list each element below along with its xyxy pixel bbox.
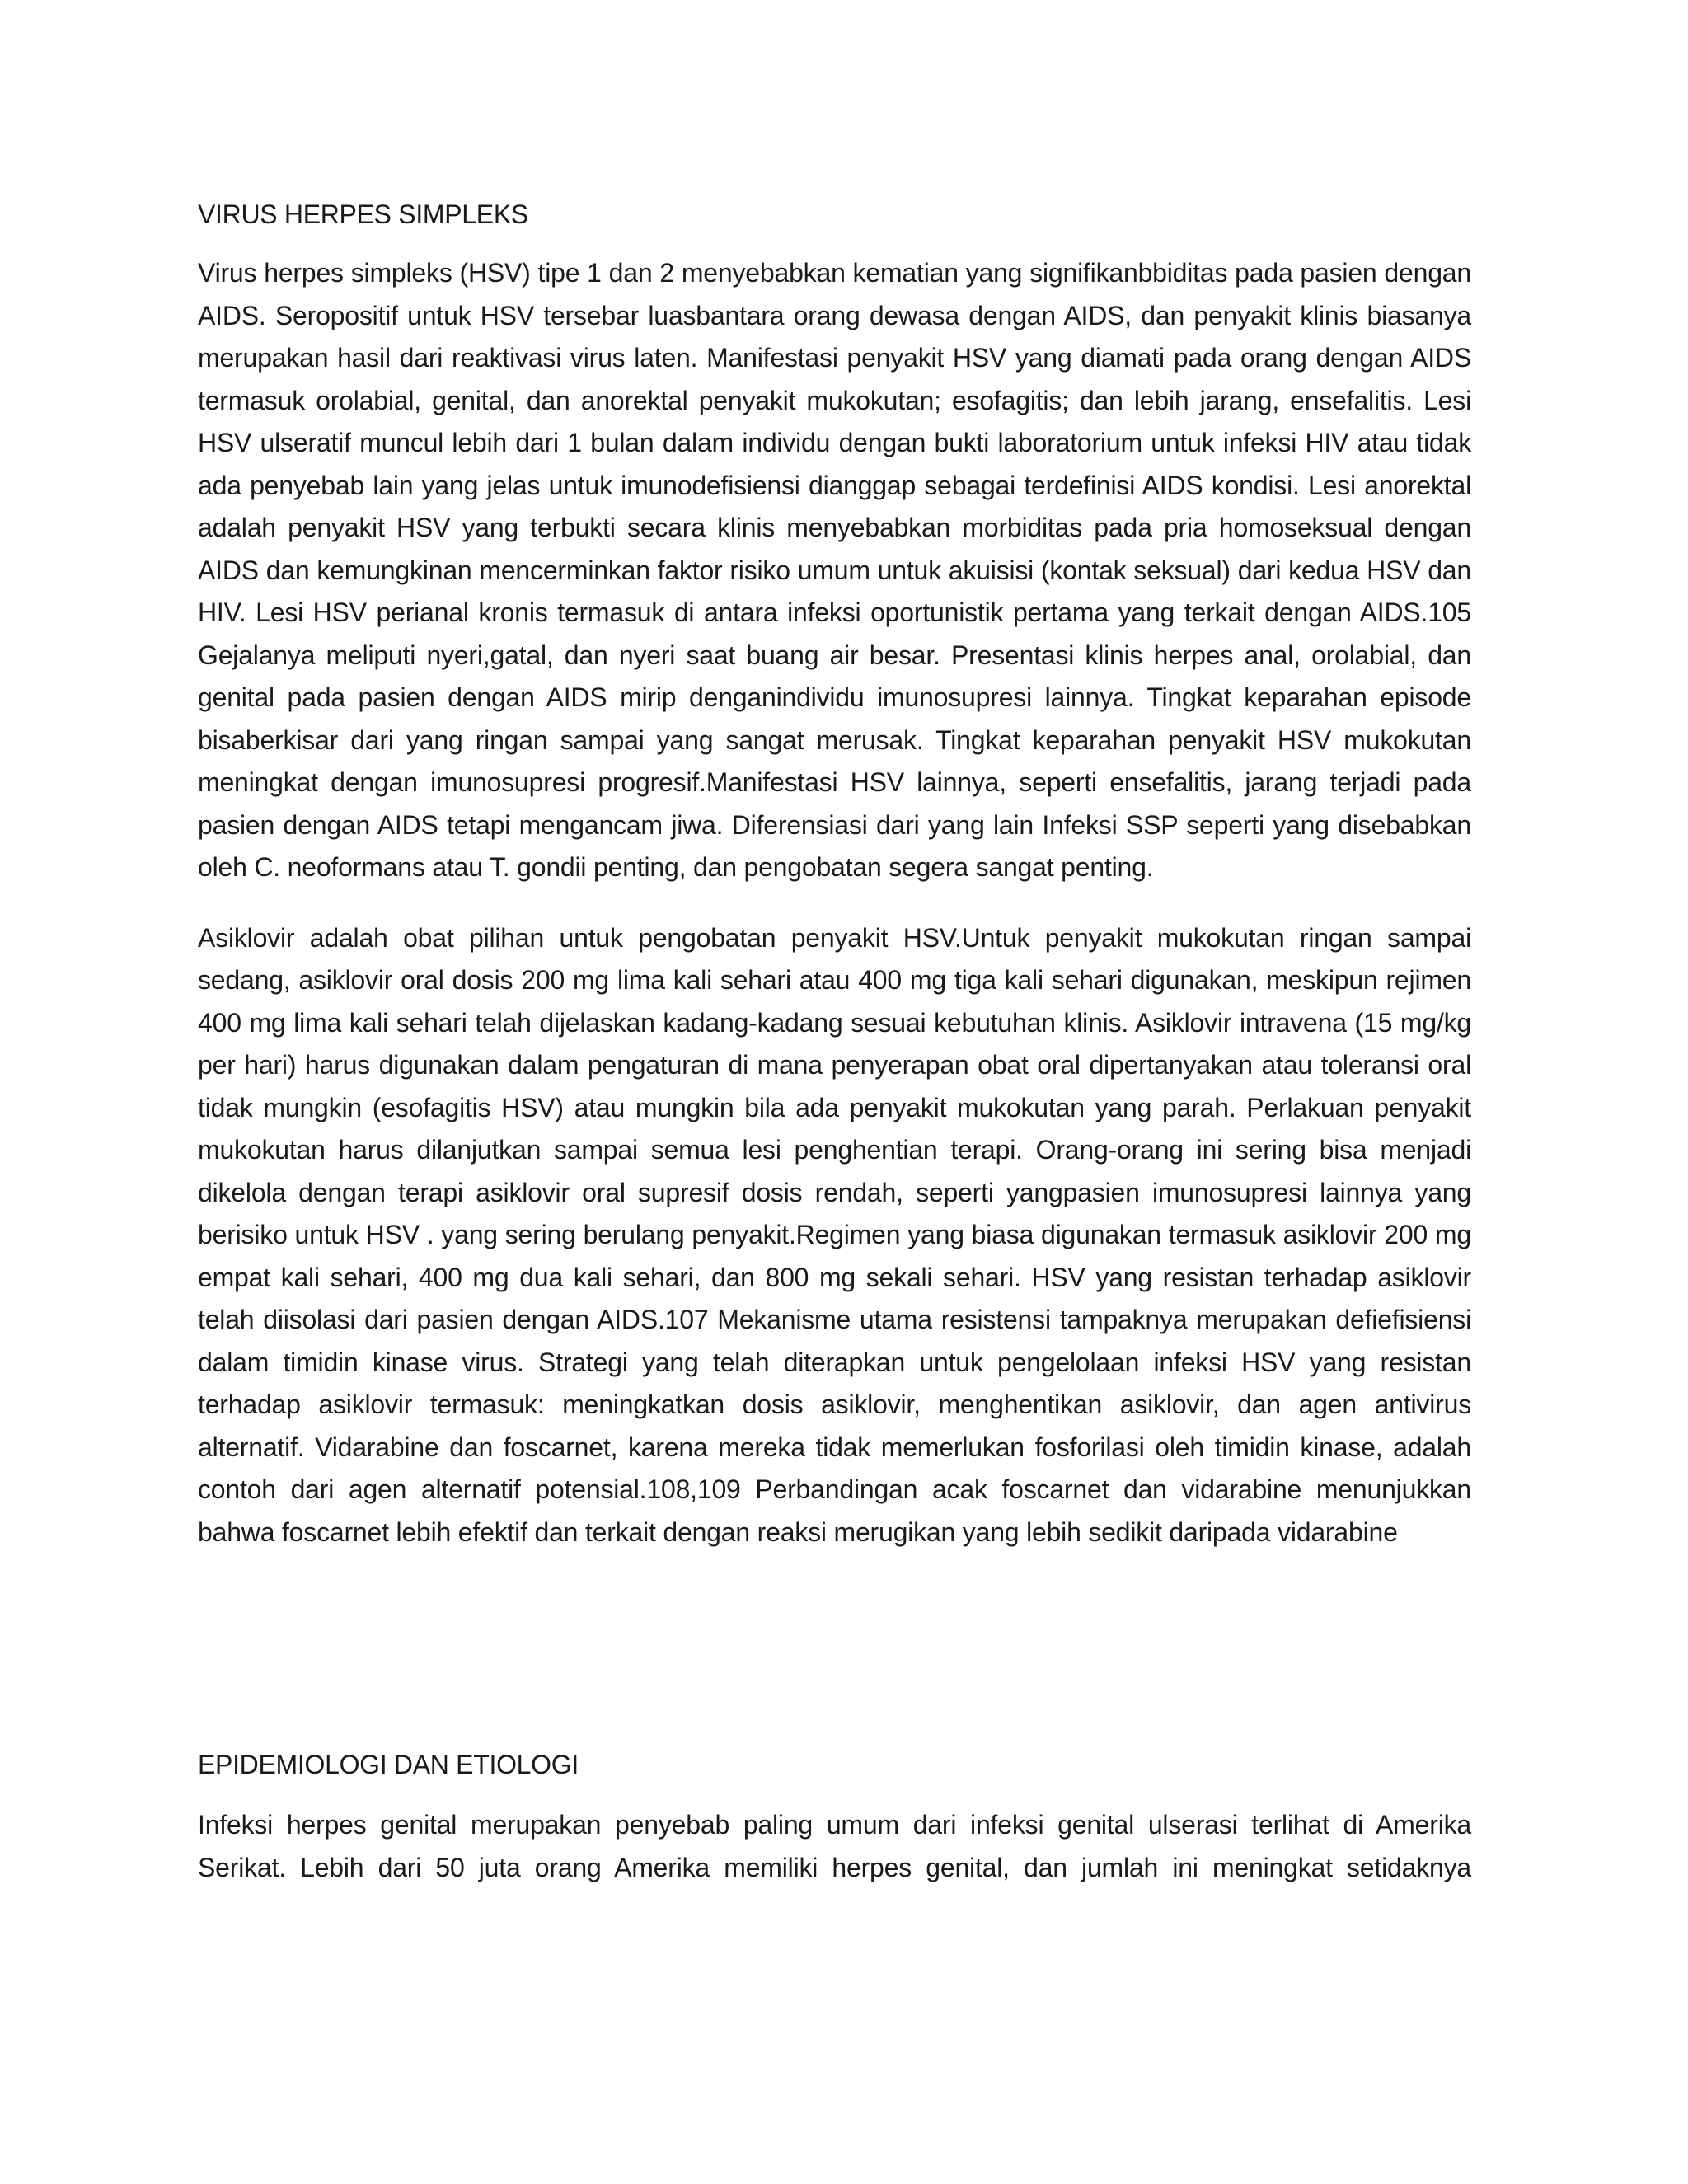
paragraph-hsv-overview: Virus herpes simpleks (HSV) tipe 1 dan 2 menyebabkan kematian yang signifikanbbiditas pada pasien dengan AIDS. Seropositif untuk HSV tersebar luasbantara orang dewasa dengan AIDS, dan penyakit klinis biasanya merupakan hasil dari reaktivasi virus laten. Manifestasi penyakit HSV yang diamati pada orang dengan AIDS termasuk orolabial, genital, dan anorektal penyakit mukokutan; esofagitis; dan lebih jarang, ensefalitis. Lesi HSV ulseratif muncul lebih dari 1 bulan dalam individu dengan bukti laboratorium untuk infeksi HIV atau tidak ada penyebab lain yang jelas untuk imunodefisiensi dianggap sebagai terdefinisi AIDS kondisi. Lesi anorektal adalah penyakit HSV yang terbukti secara klinis menyebabkan morbiditas pada pria homoseksual dengan AIDS dan kemungkinan mencerminkan faktor risiko umum untuk akuisisi (kontak seksual) dari kedua HSV dan HIV. Lesi HSV perianal kronis termasuk di antara infeksi oportunistik pertama yang terkait dengan AIDS.105 Gejalanya meliputi nyeri,gatal, dan nyeri saat buang air besar. Presentasi klinis herpes anal, orolabial, dan genital pada pasien dengan AIDS mirip denganindividu imunosupresi lainnya. Tingkat keparahan episode bisaberkisar dari yang ringan sampai yang sangat merusak. Tingkat keparahan penyakit HSV mukokutan meningkat dengan imunosupresi progresif.Manifestasi HSV lainnya, seperti ensefalitis, jarang terjadi pada pasien dengan AIDS tetapi mengancam jiwa. Diferensiasi dari yang lain Infeksi SSP seperti yang disebabkan oleh C. neoformans atau T. gondii penting, dan pengobatan segera sangat penting. [198,258,1471,882]
section-heading-virus-herpes-simpleks: VIRUS HERPES SIMPLEKS [198,199,528,229]
paragraph-epidemiologi: Infeksi herpes genital merupakan penyebab paling umum dari infeksi genital ulserasi terlihat di Amerika Serikat. Lebih dari 50 juta orang Amerika memiliki herpes genital, dan jumlah ini meningkat setidaknya [198,1810,1471,1882]
document-body [198,198,1471,1889]
paragraph-hsv-treatment: Asiklovir adalah obat pilihan untuk pengobatan penyakit HSV.Untuk penyakit mukokutan ringan sampai sedang, asiklovir oral dosis 200 mg lima kali sehari atau 400 mg tiga kali sehari digunakan, meskipun rejimen 400 mg lima kali sehari telah dijelaskan kadang-kadang sesuai kebutuhan klinis. Asiklovir intravena (15 mg/kg per hari) harus digunakan dalam pengaturan di mana penyerapan obat oral dipertanyakan atau toleransi oral tidak mungkin (esofagitis HSV) atau mungkin bila ada penyakit mukokutan yang parah. Perlakuan penyakit mukokutan harus dilanjutkan sampai semua lesi penghentian terapi. Orang-orang ini sering bisa menjadi dikelola dengan terapi asiklovir oral supresif dosis rendah, seperti yangpasien imunosupresi lainnya yang berisiko untuk HSV . yang sering berulang penyakit.Regimen yang biasa digunakan termasuk asiklovir 200 mg empat kali sehari, 400 mg dua kali sehari, dan 800 mg sekali sehari. HSV yang resistan terhadap asiklovir telah diisolasi dari pasien dengan AIDS.107 Mekanisme utama resistensi tampaknya merupakan defiefisiensi dalam timidin kinase virus. Strategi yang telah diterapkan untuk pengelolaan infeksi HSV yang resistan terhadap asiklovir termasuk: meningkatkan dosis asiklovir, menghentikan asiklovir, dan agen antivirus alternatif. Vidarabine dan foscarnet, karena mereka tidak memerlukan fosforilasi oleh timidin kinase, adalah contoh dari agen alternatif potensial.108,109 Perbandingan acak foscarnet dan vidarabine menunjukkan bahwa foscarnet lebih efektif dan terkait dengan reaksi merugikan yang lebih sedikit daripada vidarabine [198,922,1471,1547]
section-heading-epidemiologi: EPIDEMIOLOGI DAN ETIOLOGI [198,1750,579,1779]
